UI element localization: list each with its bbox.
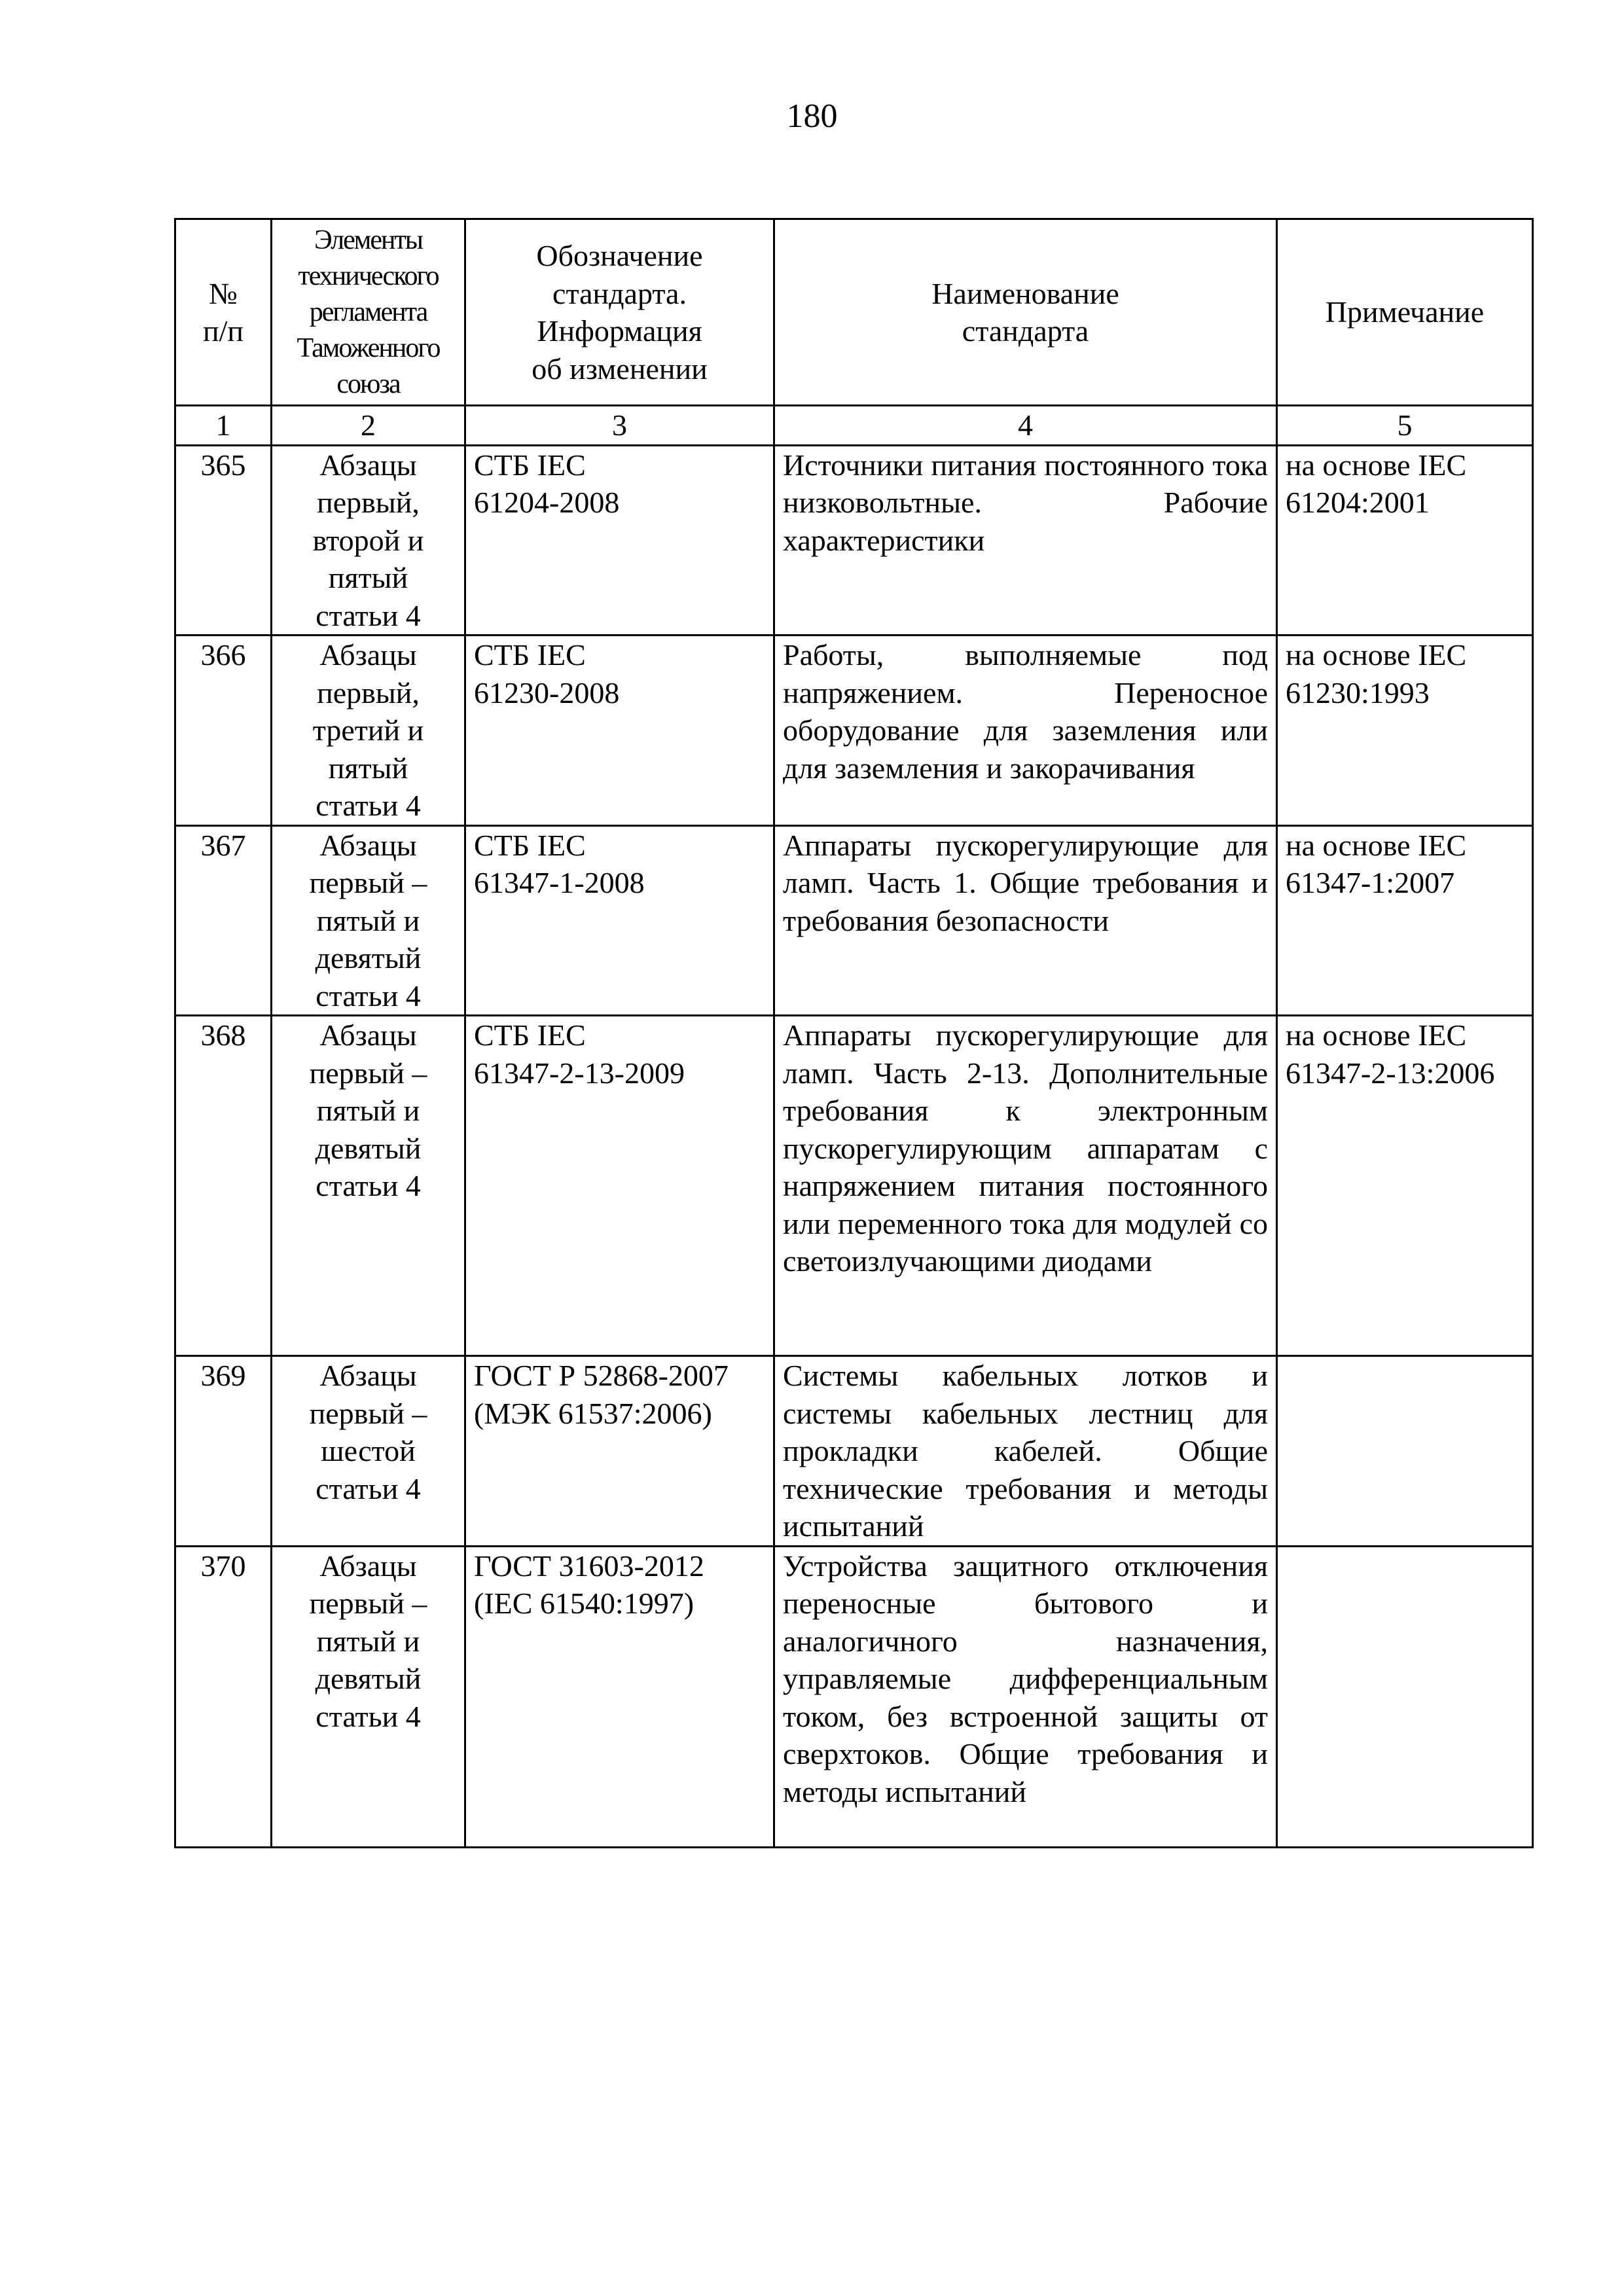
standard-name: Устройства защитного отключения переносные бытового и аналогичного назначения, управляемые дифференциальным током, без встроенной защиты от сверхтоков. Общие требования и методы испытаний [774,1546,1277,1847]
row-number: 368 [175,1016,272,1356]
row-number: 365 [175,445,272,636]
regulation-elements: Абзацы первый – пятый и девятый статьи 4 [272,1546,465,1847]
row-number: 367 [175,825,272,1016]
column-number: 1 [175,406,272,446]
page-number: 180 [786,98,838,135]
standard-name: Системы кабельных лотков и системы кабельных лестниц для прокладки кабелей. Общие технические требования и методы испытаний [774,1356,1277,1547]
table-row [175,445,1533,636]
standard-name: Аппараты пускорегулирующие для ламп. Часть 2-13. Дополнительные требования к электронным пускорегулирующим аппаратам с напряжением питания постоянного или переменного тока для модулей со светоизлучающими диодами [774,1016,1277,1356]
table-row [175,636,1533,826]
table-row [175,1546,1533,1847]
column-number: 3 [465,406,774,446]
standard-designation: СТБ IEC 61347-1-2008 [465,825,774,1016]
standard-name: Аппараты пускорегулирующие для ламп. Часть 1. Общие требования и требования безопасности [774,825,1277,1016]
header-note: Примечание [1277,219,1533,406]
row-number: 370 [175,1546,272,1847]
regulation-elements: Абзацы первый – пятый и девятый статьи 4 [272,1016,465,1356]
row-number: 366 [175,636,272,826]
standard-designation: ГОСТ 31603-2012 (IEC 61540:1997) [465,1546,774,1847]
standard-designation: ГОСТ Р 52868-2007 (МЭК 61537:2006) [465,1356,774,1547]
standards-table [174,218,1534,1848]
header-number: № п/п [175,219,272,406]
header-regulation-elements: Элементы технического регламента Таможенного союза [272,219,465,406]
regulation-elements: Абзацы первый – пятый и девятый статьи 4 [272,825,465,1016]
table-row [175,1016,1533,1356]
column-number: 5 [1277,406,1533,446]
column-number-row [175,406,1533,446]
standard-name: Источники питания постоянного тока низковольтные. Рабочие характеристики [774,445,1277,636]
regulation-elements: Абзацы первый – шестой статьи 4 [272,1356,465,1547]
row-number: 369 [175,1356,272,1547]
table-row [175,825,1533,1016]
regulation-elements: Абзацы первый, второй и пятый статьи 4 [272,445,465,636]
header-standard-name: Наименование стандарта [774,219,1277,406]
regulation-elements: Абзацы первый, третий и пятый статьи 4 [272,636,465,826]
note: на основе IEC 61230:1993 [1277,636,1533,826]
header-standard-designation: Обозначение стандарта. Информация об изменении [465,219,774,406]
table-header-row [175,219,1533,406]
standard-designation: СТБ IEC 61347-2-13-2009 [465,1016,774,1356]
column-number: 4 [774,406,1277,446]
note [1277,1546,1533,1847]
standard-designation: СТБ IEC 61230-2008 [465,636,774,826]
note: на основе IEC 61347-1:2007 [1277,825,1533,1016]
column-number: 2 [272,406,465,446]
table-row [175,1356,1533,1547]
note: на основе IEC 61204:2001 [1277,445,1533,636]
standard-designation: СТБ IEC 61204-2008 [465,445,774,636]
note [1277,1356,1533,1547]
note: на основе IEC 61347-2-13:2006 [1277,1016,1533,1356]
standard-name: Работы, выполняемые под напряжением. Переносное оборудование для заземления или для заземления и закорачивания [774,636,1277,826]
